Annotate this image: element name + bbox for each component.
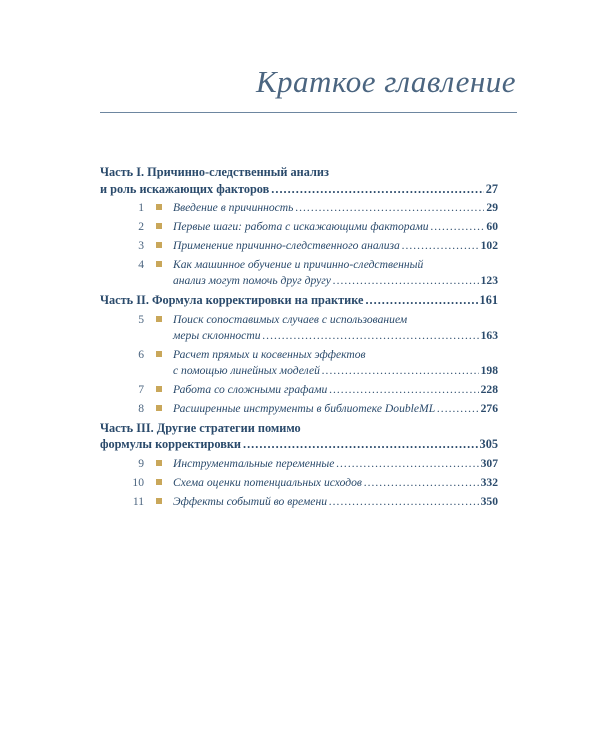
toc-chapter-4[interactable] xyxy=(100,257,498,289)
chapter-title: Расширенные инструменты в библиотеке DoubleML xyxy=(173,401,436,415)
leader-dots xyxy=(437,401,478,417)
leader-dots xyxy=(402,238,479,254)
title-divider xyxy=(100,112,517,113)
chapter-number: 10 xyxy=(132,475,144,489)
toc-chapter-7[interactable] xyxy=(100,382,498,398)
chapter-number: 2 xyxy=(138,220,144,233)
toc-chapter-6[interactable] xyxy=(100,347,498,379)
chapter-title: Как машинное обучение и причинно-следственный xyxy=(173,258,424,271)
part-title-line: Часть III. Другие стратегии помимо xyxy=(100,420,301,435)
page-number: 276 xyxy=(480,401,498,415)
leader-dots xyxy=(322,363,479,379)
table-of-contents xyxy=(100,164,498,510)
toc-part-2[interactable] xyxy=(100,292,498,309)
toc-chapter-2[interactable] xyxy=(100,219,498,235)
toc-chapter-11[interactable] xyxy=(100,494,498,510)
leader-dots xyxy=(295,200,484,216)
square-bullet-icon xyxy=(156,460,162,466)
chapter-title: Расчет прямых и косвенных эффектов xyxy=(173,347,366,361)
chapter-title: Применение причинно-следственного анализа xyxy=(173,239,400,252)
chapter-title: Введение в причинность xyxy=(173,201,294,214)
part-title-line: и роль искажающих факторов xyxy=(100,181,270,196)
chapter-number: 9 xyxy=(138,456,144,470)
chapter-title: Инструментальные переменные xyxy=(173,456,335,470)
square-bullet-icon xyxy=(156,204,162,210)
leader-dots xyxy=(329,382,478,398)
page-number: 332 xyxy=(480,475,498,489)
chapter-title: Работа со сложными графами xyxy=(173,382,328,396)
leader-dots xyxy=(364,475,479,491)
square-bullet-icon xyxy=(156,498,162,504)
chapter-number: 6 xyxy=(138,347,144,361)
chapter-number: 1 xyxy=(138,201,144,214)
chapter-title: анализ могут помочь друг другу xyxy=(173,274,331,287)
square-bullet-icon xyxy=(156,316,162,322)
leader-dots xyxy=(271,181,483,198)
chapter-number: 5 xyxy=(138,312,144,326)
leader-dots xyxy=(336,456,478,472)
chapter-title: Первые шаги: работа с искажающими факторами xyxy=(173,220,429,233)
chapter-title: Эффекты событий во времени xyxy=(173,494,327,508)
page-number: 27 xyxy=(485,181,498,196)
leader-dots xyxy=(263,328,479,344)
page-number: 350 xyxy=(480,494,498,508)
square-bullet-icon xyxy=(156,386,162,392)
leader-dots xyxy=(329,494,479,510)
chapter-title: с помощью линейных моделей xyxy=(173,363,320,377)
toc-chapter-1[interactable] xyxy=(100,200,498,216)
chapter-title: Поиск сопоставимых случаев с использованием xyxy=(173,312,408,326)
toc-chapter-9[interactable] xyxy=(100,456,498,472)
square-bullet-icon xyxy=(156,242,162,248)
page-number: 60 xyxy=(486,220,498,233)
square-bullet-icon xyxy=(156,351,162,357)
chapter-number: 4 xyxy=(138,258,144,271)
chapter-number: 3 xyxy=(138,239,144,252)
page-number: 102 xyxy=(480,239,498,252)
part-title-line: формулы корректировки xyxy=(100,437,242,451)
toc-chapter-10[interactable] xyxy=(100,475,498,491)
page-number: 305 xyxy=(479,437,498,451)
part-title-line: Часть I. Причинно-следственный анализ xyxy=(100,165,329,179)
chapter-number: 7 xyxy=(138,382,144,396)
square-bullet-icon xyxy=(156,479,162,485)
square-bullet-icon xyxy=(156,223,162,229)
toc-chapter-3[interactable] xyxy=(100,238,498,254)
page-number: 307 xyxy=(480,456,498,470)
chapter-title: Схема оценки потенциальных исходов xyxy=(173,475,362,489)
leader-dots xyxy=(333,273,479,289)
page-number: 161 xyxy=(479,293,498,307)
page-number: 29 xyxy=(486,201,498,214)
leader-dots xyxy=(431,219,485,235)
toc-part-3[interactable] xyxy=(100,420,498,453)
chapter-number: 8 xyxy=(138,401,144,415)
page-number: 163 xyxy=(480,328,498,342)
chapter-title: меры склонности xyxy=(173,328,261,342)
leader-dots xyxy=(243,436,478,453)
toc-chapter-8[interactable] xyxy=(100,401,498,417)
toc-part-1[interactable] xyxy=(100,164,498,197)
square-bullet-icon xyxy=(156,405,162,411)
page-title: Краткое главление xyxy=(255,64,516,99)
toc-chapter-5[interactable] xyxy=(100,312,498,344)
part-title-line: Часть II. Формула корректировки на практике xyxy=(100,293,364,307)
chapter-number: 11 xyxy=(132,494,144,508)
page-number: 123 xyxy=(480,274,498,287)
leader-dots xyxy=(365,292,477,309)
square-bullet-icon xyxy=(156,261,162,267)
page-number: 198 xyxy=(480,363,498,377)
page-number: 228 xyxy=(480,382,498,396)
